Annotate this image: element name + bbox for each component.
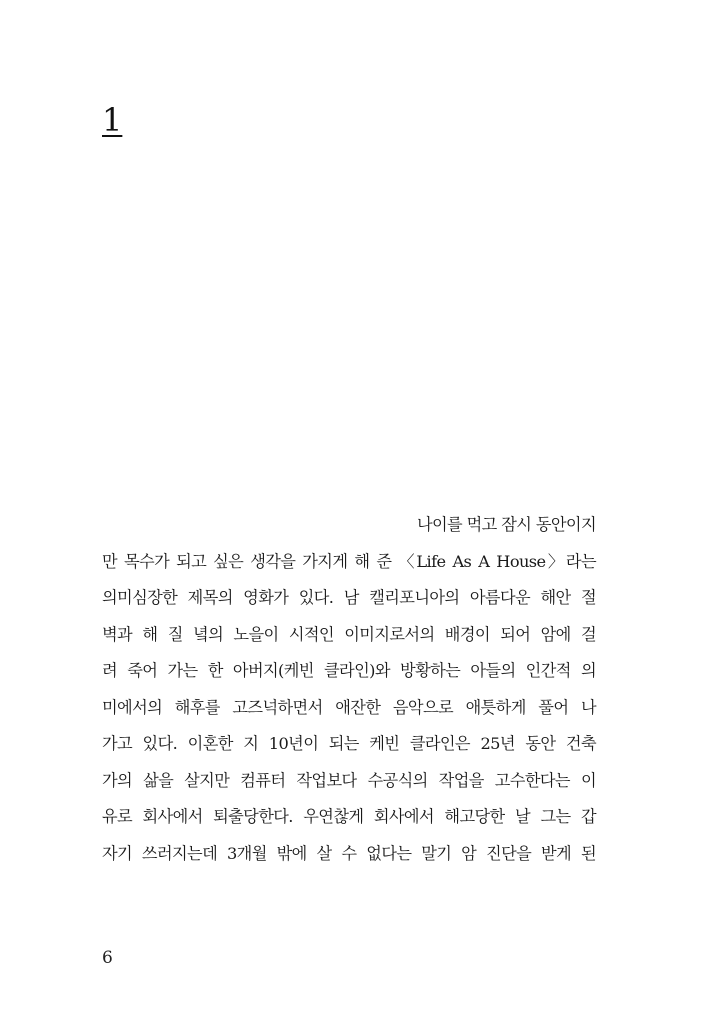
body-paragraph <box>102 511 596 876</box>
chapter-number: 1 <box>102 101 123 139</box>
text-line: 의미심장한 제목의 영화가 있다. 남 캘리포니아의 아름다운 해안 절 <box>102 588 596 607</box>
text-line: 자기 쓰러지는데 3개월 밖에 살 수 없다는 말기 암 진단을 받게 된 <box>102 843 596 863</box>
text-line: 가의 삶을 살지만 컴퓨터 작업보다 수공식의 작업을 고수한다는 이 <box>102 770 596 790</box>
text-line: 만 목수가 되고 싶은 생각을 가지게 해 준 〈Life As A House〉라는 <box>102 551 596 571</box>
text-line: 려 죽어 가는 한 아버지(케빈 클라인)와 방황하는 아들의 인간적 의 <box>102 661 596 680</box>
page-number: 6 <box>102 948 113 968</box>
text-line: 가고 있다. 이혼한 지 10년이 되는 케빈 클라인은 25년 동안 건축 <box>102 734 596 753</box>
text-line: 벽과 해 질 녘의 노을이 시적인 이미지로서의 배경이 되어 암에 걸 <box>102 624 596 644</box>
text-line: 나이를 먹고 잠시 동안이지 <box>416 515 596 534</box>
text-line: 미에서의 해후를 고즈넉하면서 애잔한 음악으로 애틋하게 풀어 나 <box>102 697 596 717</box>
text-line: 유로 회사에서 퇴출당한다. 우연찮게 회사에서 해고당한 날 그는 갑 <box>102 807 596 826</box>
